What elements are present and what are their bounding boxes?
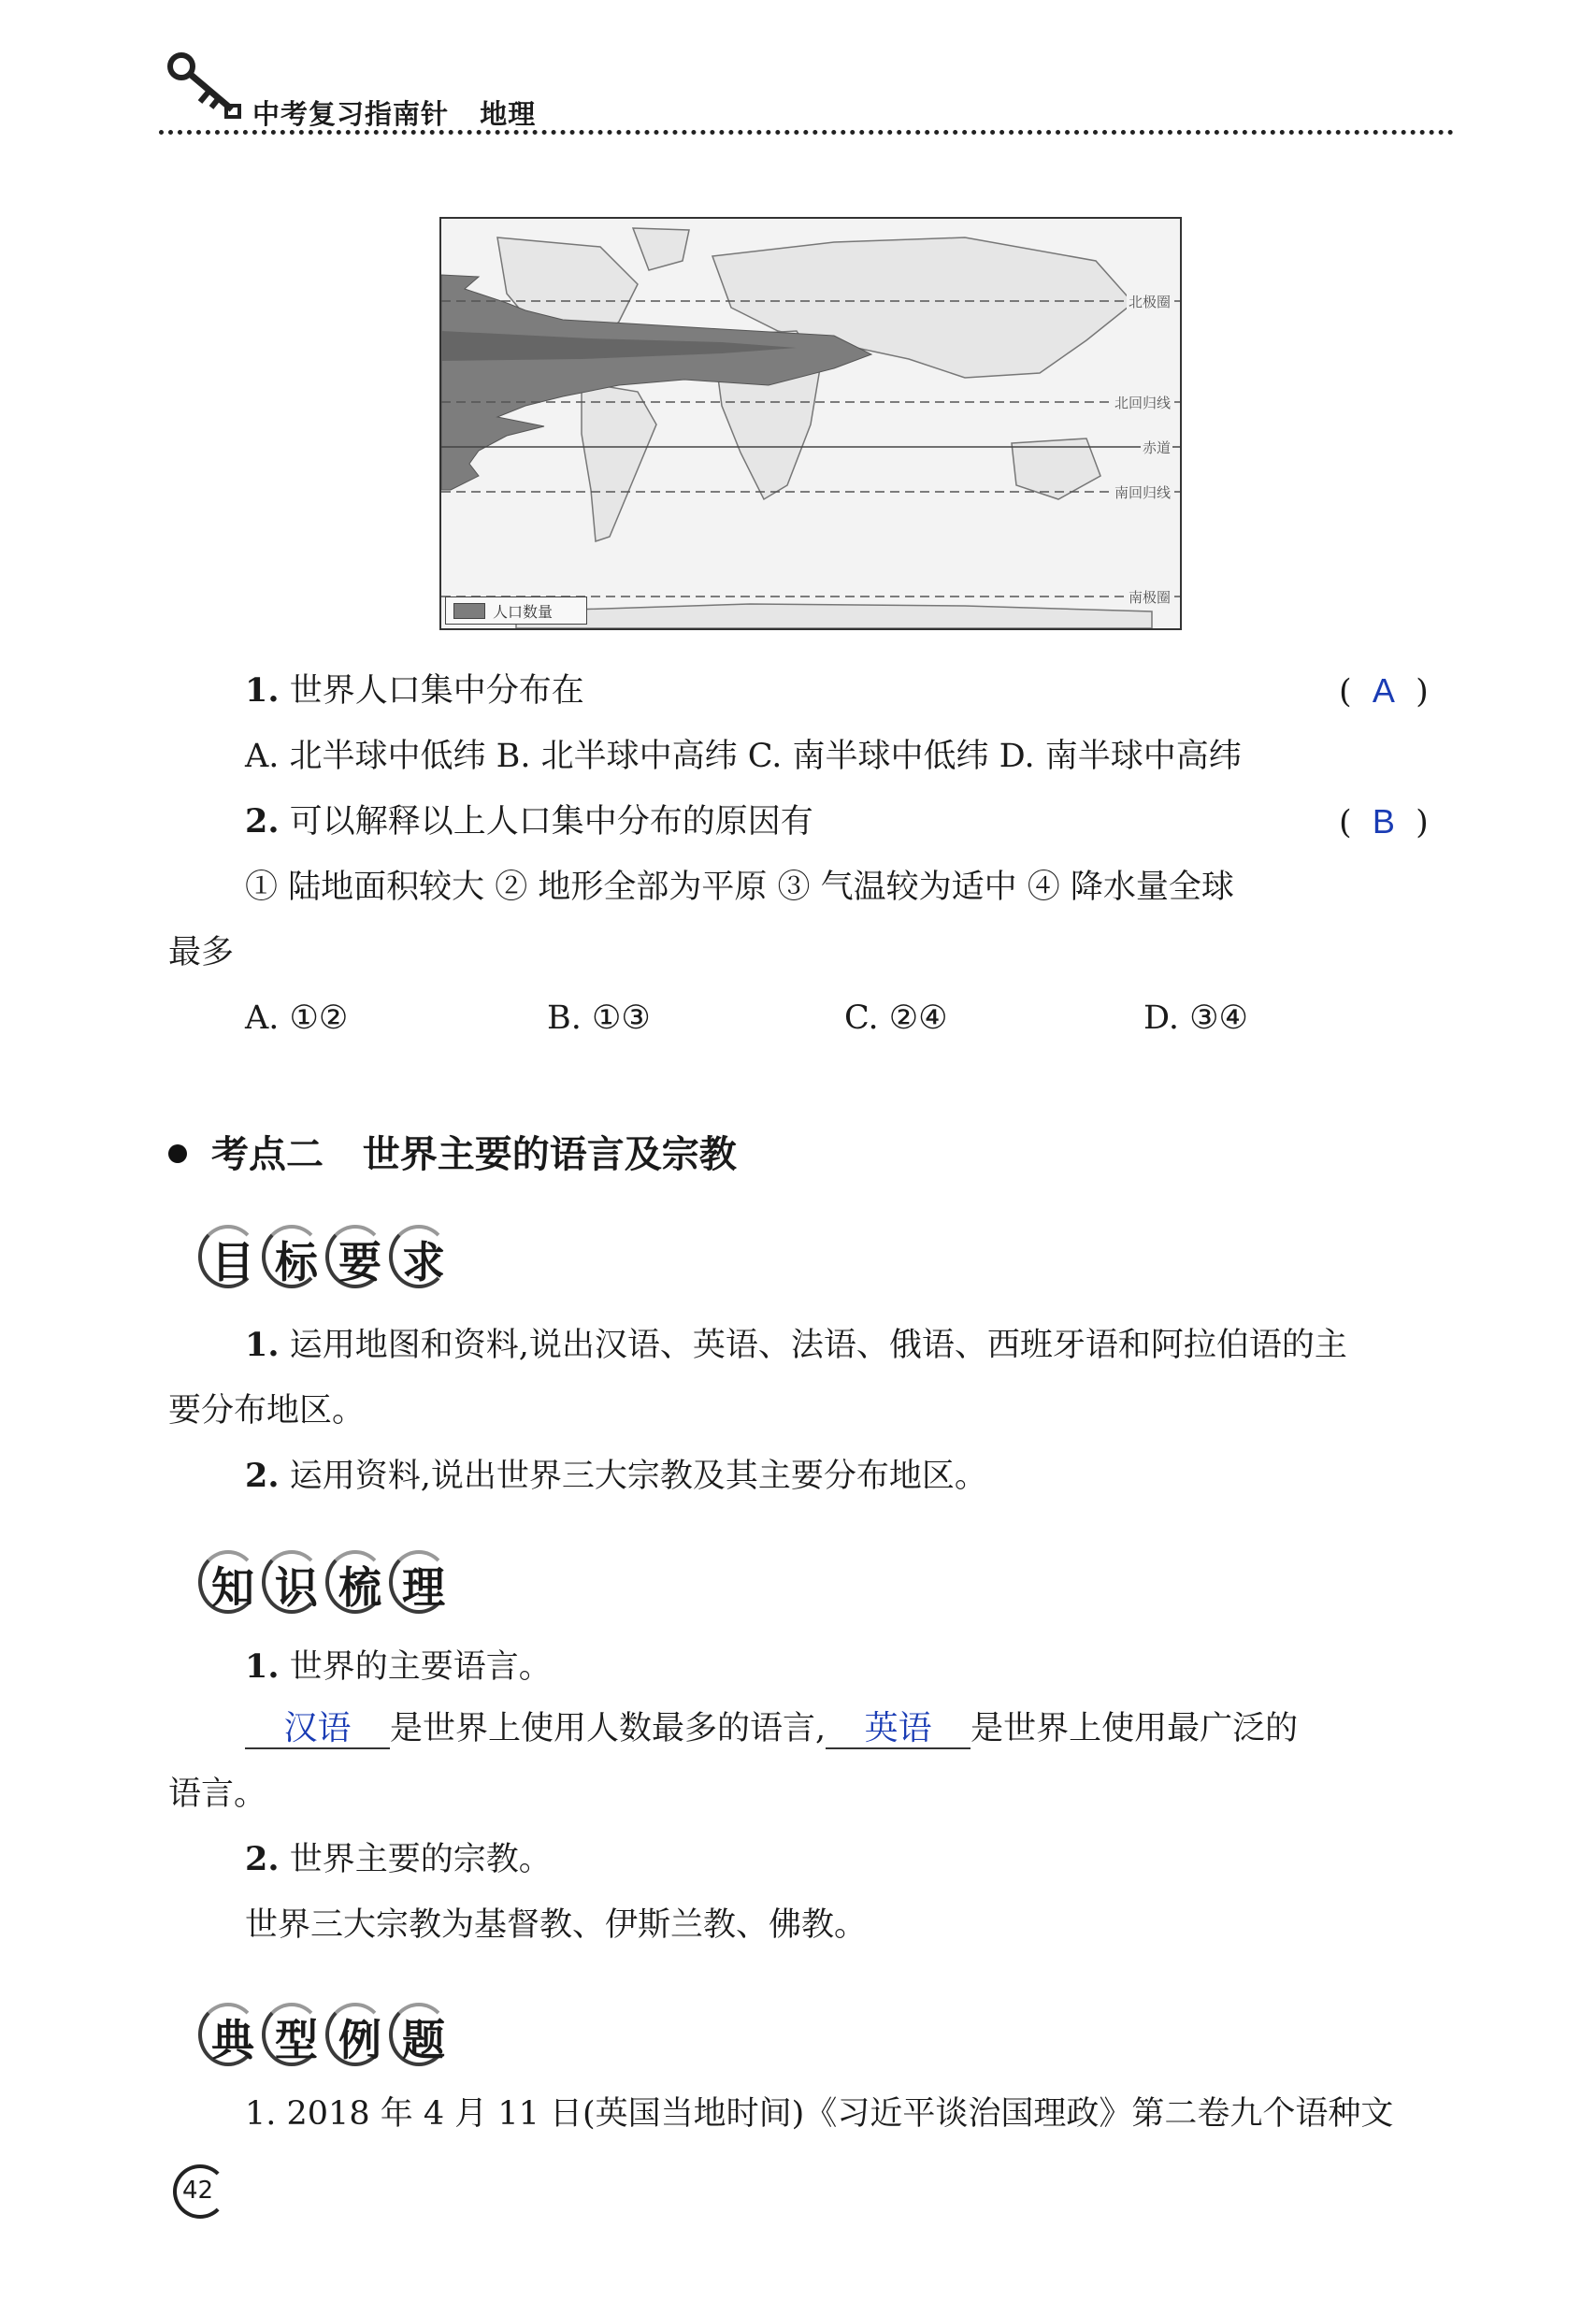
knowledge-1-fill-line <box>245 1709 1298 1749</box>
header-title: 中考复习指南针 地理 <box>252 98 537 130</box>
question-2-statements-line1: ① 陆地面积较大 ② 地形全部为平原 ③ 气温较为适中 ④ 降水量全球 <box>245 869 1234 906</box>
knowledge-1-number: 1. <box>245 1647 280 1686</box>
question-2-statements-line2: 最多 <box>168 934 235 971</box>
arctic-circle-label: 北极圈 <box>1128 294 1171 310</box>
page-number <box>173 2164 227 2219</box>
goal-2 <box>245 1457 987 1496</box>
question-1-options: A. 北半球中低纬 B. 北半球中高纬 C. 南半球中低纬 D. 南半球中高纬 <box>245 738 1242 775</box>
badge-char-1: 知 <box>198 1548 262 1610</box>
badge-knowledge <box>198 1548 479 1616</box>
question-2-answer: ( B ) <box>1339 802 1429 841</box>
header-divider <box>159 130 1454 135</box>
page-header <box>159 51 1454 136</box>
goal-2-number: 2. <box>245 1457 280 1495</box>
equator-label: 赤道 <box>1142 439 1171 456</box>
knowledge-1-text-a: 是世界上使用人数最多的语言, <box>390 1710 827 1747</box>
question-1-stem <box>245 671 584 711</box>
question-2-option-d: D. ③④ <box>1143 999 1248 1037</box>
question-2-number: 2. <box>245 802 280 841</box>
badge-char-2: 型 <box>262 2001 325 2063</box>
example-1-line1: 1. 2018 年 4 月 11 日(英国当地时间)《习近平谈治国理政》第二卷九个语种文 <box>245 2095 1394 2133</box>
question-2-option-c: C. ②④ <box>844 999 948 1037</box>
badge-char-4: 求 <box>389 1223 453 1285</box>
greenland-shape <box>633 228 689 270</box>
goal-1-line2: 要分布地区。 <box>168 1392 366 1430</box>
blank-1: 汉语 <box>245 1710 390 1749</box>
section-title <box>168 1125 737 1178</box>
legend-swatch <box>453 603 485 619</box>
question-1-answer-letter: A <box>1372 671 1395 710</box>
tropic-cancer-label: 北回归线 <box>1114 395 1171 411</box>
antarctic-circle-label: 南极圈 <box>1128 589 1171 606</box>
knowledge-1-text: 世界的主要语言。 <box>289 1648 552 1686</box>
question-2-answer-letter: B <box>1372 802 1395 841</box>
question-1-number: 1. <box>245 671 280 710</box>
knowledge-1-line3: 语言。 <box>168 1775 267 1813</box>
badge-char-2: 标 <box>262 1223 325 1285</box>
knowledge-2-text: 世界主要的宗教。 <box>289 1841 552 1878</box>
blank-2: 英语 <box>826 1710 971 1749</box>
goal-1-line1 <box>245 1326 1347 1365</box>
badge-char-4: 题 <box>389 2001 453 2063</box>
knowledge-2-religions: 世界三大宗教为基督教、伊斯兰教、佛教。 <box>245 1906 868 1944</box>
legend-label: 人口数量 <box>493 603 554 621</box>
question-2-stem <box>245 802 813 841</box>
world-map <box>441 219 1180 628</box>
south-america-shape <box>582 382 656 541</box>
badge-goals <box>198 1223 479 1290</box>
question-1-text: 世界人口集中分布在 <box>289 672 584 710</box>
badge-char-2: 识 <box>262 1548 325 1610</box>
knowledge-1-title <box>245 1647 552 1687</box>
page-number-text: 42 <box>182 2177 214 2205</box>
question-2-option-a: A. ①② <box>245 999 349 1037</box>
badge-char-3: 梳 <box>325 1548 389 1610</box>
section-title-text: 考点二 世界主要的语言及宗教 <box>211 1133 737 1176</box>
tropic-capricorn-label: 南回归线 <box>1114 484 1171 501</box>
knowledge-2-title <box>245 1840 552 1879</box>
population-map-figure <box>439 217 1182 630</box>
question-2-text: 可以解释以上人口集中分布的原因有 <box>289 803 813 841</box>
badge-char-3: 例 <box>325 2001 389 2063</box>
question-1-answer: ( A ) <box>1339 671 1429 711</box>
section-bullet-icon <box>168 1144 187 1163</box>
knowledge-2-number: 2. <box>245 1840 280 1878</box>
question-2-option-b: B. ①③ <box>547 999 651 1037</box>
badge-char-1: 典 <box>198 2001 262 2063</box>
map-legend <box>445 597 587 625</box>
badge-char-1: 目 <box>198 1223 262 1285</box>
badge-char-4: 理 <box>389 1548 453 1610</box>
goal-1-number: 1. <box>245 1326 280 1364</box>
antarctica-shape <box>516 604 1152 628</box>
goal-1-text: 运用地图和资料,说出汉语、英语、法语、俄语、西班牙语和阿拉伯语的主 <box>289 1327 1347 1364</box>
goal-2-text: 运用资料,说出世界三大宗教及其主要分布地区。 <box>289 1458 987 1495</box>
badge-examples <box>198 2001 479 2068</box>
key-icon <box>165 51 249 126</box>
badge-char-3: 要 <box>325 1223 389 1285</box>
knowledge-1-text-b: 是世界上使用最广泛的 <box>971 1710 1299 1747</box>
